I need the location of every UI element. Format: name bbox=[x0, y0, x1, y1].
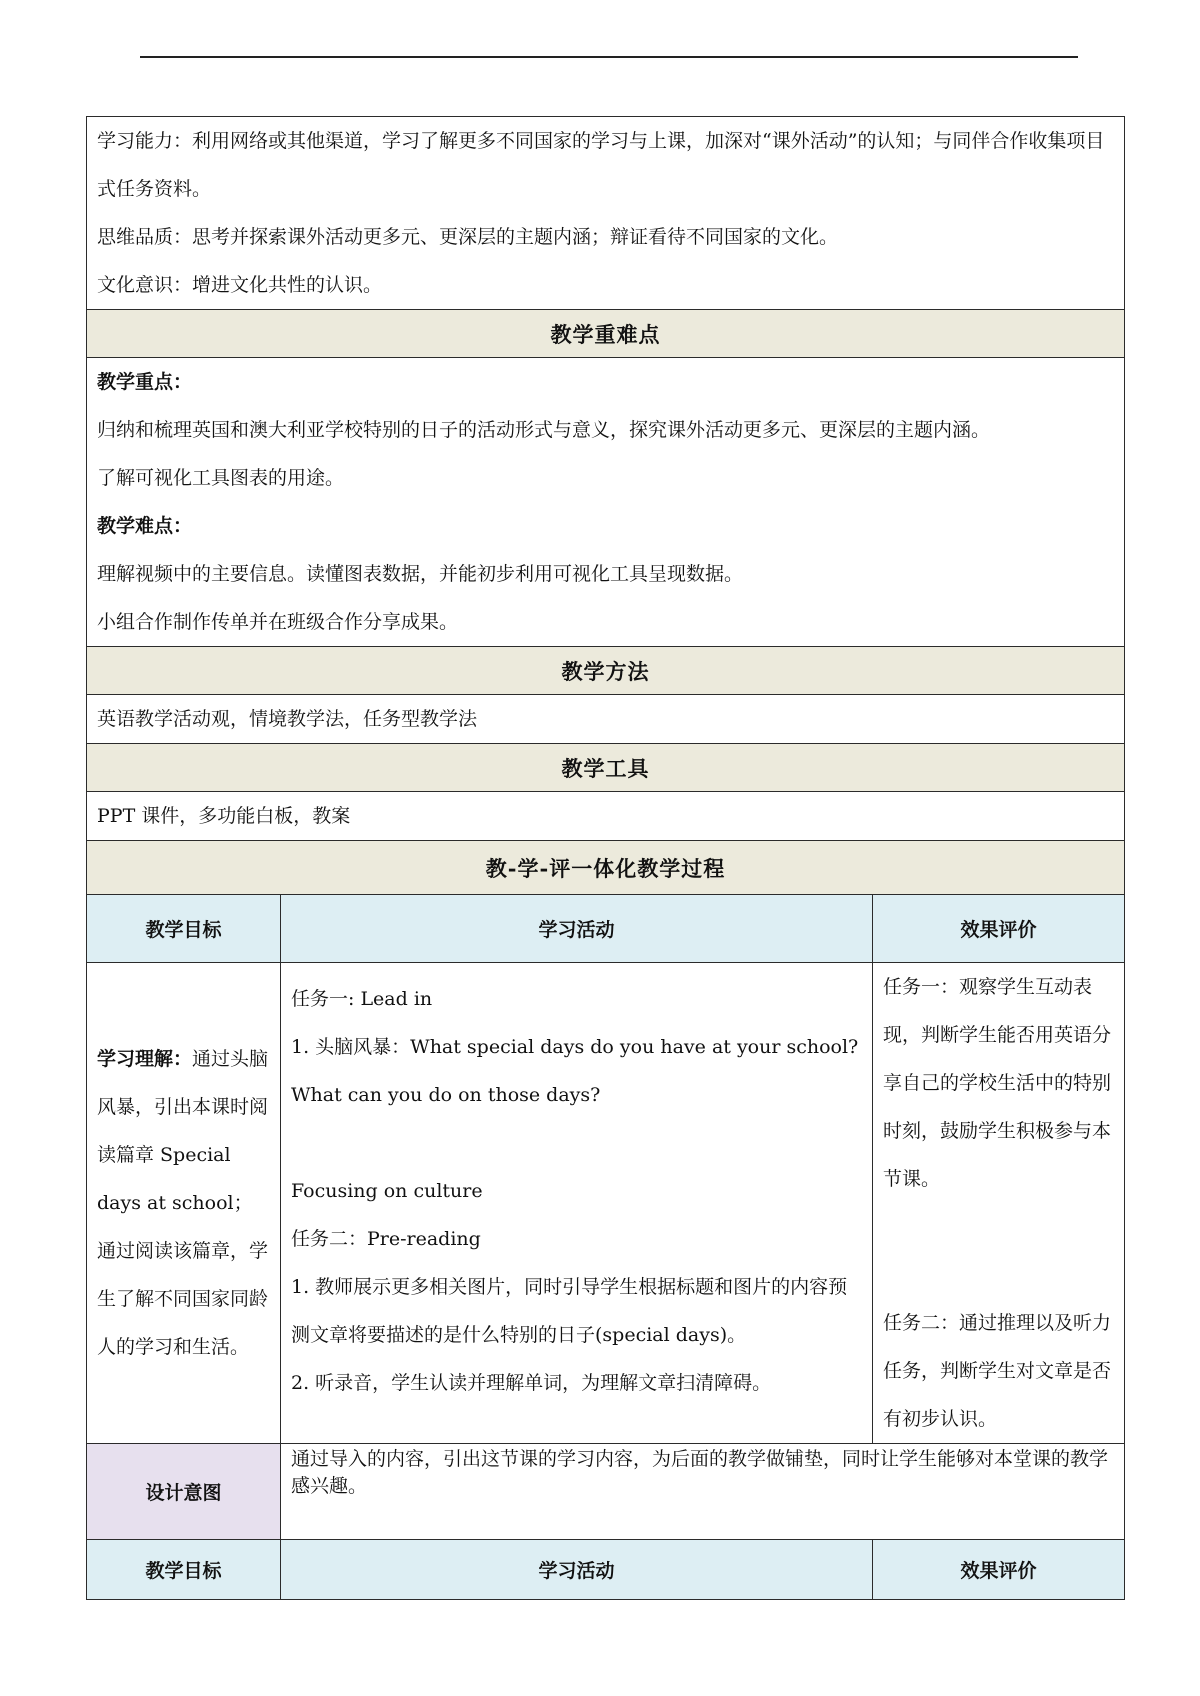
header-activity: 学习活动 bbox=[281, 895, 873, 963]
methods-cell bbox=[87, 695, 1125, 744]
header-activity-2: 学习活动 bbox=[281, 1540, 873, 1600]
activity-line: 2. 听录音，学生认读并理解单词，为理解文章扫清障碍。 bbox=[291, 1372, 772, 1394]
difficult-points-label: 教学难点： bbox=[97, 515, 193, 537]
key-difficult-title: 教学重难点 bbox=[87, 310, 1125, 358]
key-points-label: 教学重点： bbox=[97, 371, 193, 393]
process-header-row bbox=[87, 895, 1125, 963]
process-title-row bbox=[87, 841, 1125, 895]
objectives-cell bbox=[87, 117, 1125, 310]
header-rule bbox=[140, 56, 1078, 58]
objective-ability: 学习能力：利用网络或其他渠道，学习了解更多不同国家的学习与上课，加深对“课外活动”的认知；与同伴合作收集项目式任务资料。 bbox=[97, 130, 1105, 200]
process-title: 教-学-评一体化教学过程 bbox=[87, 841, 1125, 895]
header-evaluation: 效果评价 bbox=[873, 895, 1125, 963]
difficult-point-item: 理解视频中的主要信息。读懂图表数据，并能初步利用可视化工具呈现数据。 bbox=[97, 563, 744, 585]
intent-text: 通过导入的内容，引出这节课的学习内容，为后面的教学做铺垫，同时让学生能够对本堂课的教学感兴趣。 bbox=[281, 1444, 1125, 1540]
key-point-item: 归纳和梳理英国和澳大利亚学校特别的日子的活动形式与意义，探究课外活动更多元、更深层的主题内涵。 bbox=[97, 419, 991, 441]
objective-thinking: 思维品质：思考并探索课外活动更多元、更深层的主题内涵；辩证看待不同国家的文化。 bbox=[97, 226, 839, 248]
goal-cell bbox=[87, 963, 281, 1444]
tools-cell bbox=[87, 792, 1125, 841]
activity-line: 1. 教师展示更多相关图片，同时引导学生根据标题和图片的内容预测文章将要描述的是什么特别的日子(special days)。 bbox=[291, 1276, 848, 1346]
intent-label: 设计意图 bbox=[87, 1444, 281, 1540]
activity-line: 任务一: Lead in bbox=[291, 988, 433, 1010]
intent-row bbox=[87, 1444, 1125, 1540]
methods-title-row bbox=[87, 647, 1125, 695]
activity-line: 1. 头脑风暴：What special days do you have at your school? bbox=[291, 1036, 859, 1058]
tools-title: 教学工具 bbox=[87, 744, 1125, 792]
activity-line: 任务二：Pre-reading bbox=[291, 1228, 481, 1250]
activity-line: Focusing on culture bbox=[291, 1180, 483, 1202]
activity-line bbox=[291, 1119, 862, 1167]
methods-text: 英语教学活动观，情境教学法，任务型教学法 bbox=[97, 708, 478, 730]
goal-text: 通过头脑风暴，引出本课时阅读篇章 Special days at school；通过阅读该篇章，学生了解不同国家同龄人的学习和生活。 bbox=[97, 1048, 269, 1358]
key-difficult-title-row bbox=[87, 310, 1125, 358]
process-content-row bbox=[87, 963, 1125, 1444]
process-header-row-2 bbox=[87, 1540, 1125, 1600]
key-difficult-row bbox=[87, 358, 1125, 647]
tools-title-row bbox=[87, 744, 1125, 792]
difficult-point-item: 小组合作制作传单并在班级合作分享成果。 bbox=[97, 611, 459, 633]
header-goal-2: 教学目标 bbox=[87, 1540, 281, 1600]
objectives-row bbox=[87, 117, 1125, 310]
tools-text: PPT 课件，多功能白板，教案 bbox=[97, 805, 351, 827]
tools-row bbox=[87, 792, 1125, 841]
lesson-plan-table bbox=[86, 116, 1125, 1600]
goal-label: 学习理解： bbox=[97, 1048, 193, 1070]
objective-culture: 文化意识：增进文化共性的认识。 bbox=[97, 274, 383, 296]
key-difficult-cell bbox=[87, 358, 1125, 647]
header-evaluation-2: 效果评价 bbox=[873, 1540, 1125, 1600]
evaluation-cell bbox=[873, 963, 1125, 1444]
evaluation-task2: 任务二：通过推理以及听力任务，判断学生对文章是否有初步认识。 bbox=[883, 1312, 1112, 1430]
key-point-item: 了解可视化工具图表的用途。 bbox=[97, 467, 345, 489]
methods-title: 教学方法 bbox=[87, 647, 1125, 695]
activity-cell bbox=[281, 963, 873, 1444]
evaluation-task1: 任务一：观察学生互动表现，判断学生能否用英语分享自己的学校生活中的特别时刻，鼓励学生积极参与本节课。 bbox=[883, 976, 1112, 1190]
methods-row bbox=[87, 695, 1125, 744]
header-goal: 教学目标 bbox=[87, 895, 281, 963]
activity-line: What can you do on those days? bbox=[291, 1084, 601, 1106]
